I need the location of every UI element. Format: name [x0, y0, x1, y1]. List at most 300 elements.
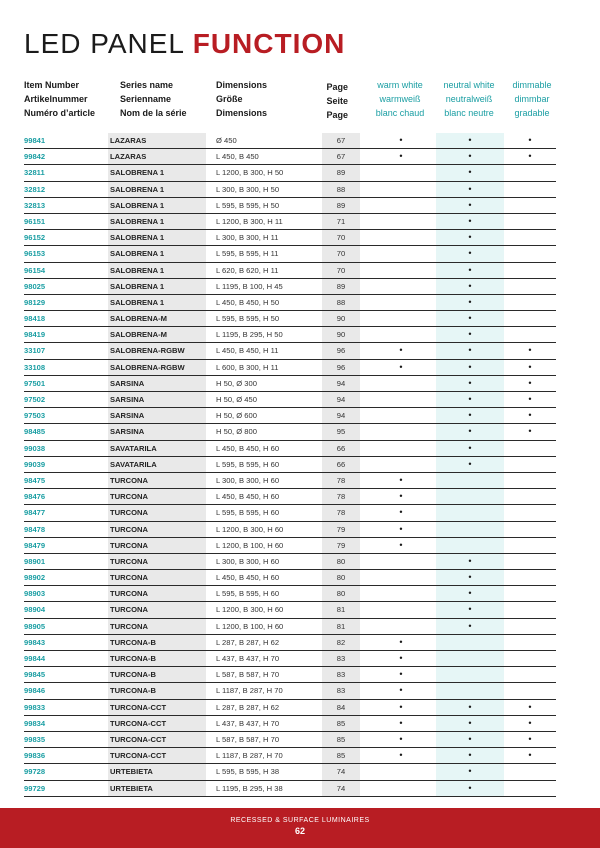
neutral-white-marker	[436, 651, 504, 666]
page-ref: 70	[322, 230, 360, 245]
page-ref: 94	[322, 392, 360, 407]
table-row	[24, 732, 556, 748]
header-series-de: Serienname	[120, 94, 172, 104]
warm-white-marker: •	[399, 491, 403, 502]
dimensions: L 300, B 300, H 11	[216, 233, 279, 243]
dimensions: L 450, B 450	[216, 152, 259, 162]
dimensions: L 287, B 287, H 62	[216, 637, 280, 647]
neutral-white-marker: •	[436, 360, 504, 375]
warm-white-marker	[366, 570, 436, 585]
warm-white-marker: •	[399, 361, 403, 372]
table-row	[24, 343, 556, 359]
header-warm-de: warmweiß	[379, 94, 421, 104]
dimmable-marker	[504, 602, 556, 617]
dimensions: L 587, B 587, H 70	[216, 670, 280, 680]
table-row	[24, 651, 556, 667]
page-ref: 66	[322, 457, 360, 472]
item-number: 99844	[24, 654, 46, 663]
table-row	[24, 165, 556, 181]
dimensions: L 450, B 450, H 60	[216, 492, 280, 502]
page-ref: 74	[322, 781, 360, 796]
dimmable-marker	[504, 441, 556, 456]
item-number: 32811	[24, 168, 45, 178]
table-row	[24, 586, 556, 602]
warm-white-marker	[366, 246, 436, 261]
warm-white-marker: •	[399, 474, 403, 485]
dimmable-marker: •	[528, 345, 532, 356]
neutral-white-marker	[436, 635, 504, 650]
table-row	[24, 538, 556, 554]
dimmable-marker	[504, 246, 556, 261]
table-row	[24, 473, 556, 489]
neutral-white-marker: •	[436, 457, 504, 472]
page-ref: 78	[322, 473, 360, 488]
dimensions: L 620, B 620, H 11	[216, 265, 279, 275]
series-name: TURCONA-CCT	[108, 700, 206, 715]
warm-white-marker	[366, 327, 436, 342]
neutral-white-marker: •	[436, 295, 504, 310]
header-series-en: Series name	[120, 80, 174, 90]
neutral-white-marker	[436, 505, 504, 520]
warm-white-marker: •	[399, 733, 403, 744]
item-number: 97501	[24, 378, 46, 388]
page-ref: 80	[322, 554, 360, 569]
dimensions: L 300, B 300, H 60	[216, 475, 280, 485]
page-ref: 78	[322, 489, 360, 504]
neutral-white-marker: •	[436, 311, 504, 326]
table-row	[24, 295, 556, 311]
item-number: 98904	[24, 605, 46, 615]
item-number: 98901	[24, 556, 46, 566]
table-row	[24, 505, 556, 521]
warm-white-marker: •	[399, 685, 403, 696]
header-page-fr: Page	[326, 110, 348, 120]
warm-white-marker	[366, 295, 436, 310]
item-number: 99728	[24, 767, 46, 777]
table-row	[24, 489, 556, 505]
series-name: TURCONA	[108, 554, 206, 569]
dimensions: L 1187, B 287, H 70	[216, 751, 283, 761]
dimensions: L 450, B 450, H 50	[216, 297, 280, 307]
warm-white-marker	[366, 619, 436, 634]
neutral-white-marker: •	[436, 586, 504, 601]
neutral-white-marker: •	[436, 781, 504, 796]
item-number: 98905	[24, 621, 46, 631]
item-number: 98418	[24, 314, 46, 324]
header-item-en: Item Number	[24, 80, 80, 90]
series-name: SALOBRENA-RGBW	[108, 360, 206, 375]
item-number: 99836	[24, 751, 46, 761]
page-title-part1: LED PANEL	[24, 28, 193, 59]
series-name: TURCONA-B	[108, 667, 206, 682]
warm-white-marker	[366, 376, 436, 391]
header-neutral-fr: blanc neutre	[444, 108, 494, 118]
neutral-white-marker	[436, 667, 504, 682]
neutral-white-marker: •	[436, 424, 504, 439]
neutral-white-marker: •	[436, 392, 504, 407]
dimmable-marker	[504, 764, 556, 779]
neutral-white-marker: •	[436, 279, 504, 294]
table-row	[24, 149, 556, 165]
neutral-white-marker: •	[436, 343, 504, 358]
series-name: SAVATARILA	[108, 457, 206, 472]
page-ref: 89	[322, 165, 360, 180]
item-number: 98129	[24, 297, 46, 307]
warm-white-marker	[366, 279, 436, 294]
dimmable-marker	[504, 505, 556, 520]
dimmable-marker	[504, 327, 556, 342]
item-number: 99833	[24, 702, 46, 712]
table-row	[24, 133, 556, 149]
series-name: SALOBRENA 1	[108, 198, 206, 213]
table-row	[24, 570, 556, 586]
neutral-white-marker: •	[436, 198, 504, 213]
page-ref: 89	[322, 198, 360, 213]
series-name: SAVATARILA	[108, 441, 206, 456]
dimensions: H 50, Ø 300	[216, 378, 257, 388]
dimmable-marker: •	[528, 426, 532, 437]
neutral-white-marker: •	[436, 764, 504, 779]
table-row	[24, 198, 556, 214]
dimmable-marker: •	[528, 733, 532, 744]
item-number: 32812	[24, 184, 46, 194]
dimmable-marker	[504, 781, 556, 796]
warm-white-marker: •	[399, 539, 403, 550]
page-ref: 82	[322, 635, 360, 650]
neutral-white-marker: •	[436, 408, 504, 423]
table-row	[24, 230, 556, 246]
table-row	[24, 311, 556, 327]
dimmable-marker	[504, 182, 556, 197]
header-page	[318, 80, 348, 122]
header-neutral-de: neutralweiß	[445, 94, 493, 104]
warm-white-marker: •	[399, 507, 403, 518]
dimensions: L 1200, B 300, H 50	[216, 168, 284, 178]
warm-white-marker: •	[399, 151, 403, 162]
header-dimensions	[216, 78, 267, 120]
series-name: TURCONA-B	[108, 683, 206, 698]
dimmable-marker	[504, 554, 556, 569]
item-number: 98477	[24, 508, 46, 518]
series-name: SALOBRENA 1	[108, 295, 206, 310]
neutral-white-marker: •	[436, 165, 504, 180]
warm-white-marker	[366, 198, 436, 213]
dimensions: L 587, B 587, H 70	[216, 734, 280, 744]
warm-white-marker	[366, 441, 436, 456]
dimmable-marker: •	[528, 701, 532, 712]
neutral-white-marker: •	[436, 570, 504, 585]
series-name: SARSINA	[108, 376, 206, 391]
warm-white-marker	[366, 392, 436, 407]
neutral-white-marker: •	[436, 716, 504, 731]
dimmable-marker	[504, 570, 556, 585]
page-ref: 84	[322, 700, 360, 715]
footer-page-number: 62	[294, 826, 305, 836]
series-name: SALOBRENA 1	[108, 214, 206, 229]
warm-white-marker	[366, 764, 436, 779]
neutral-white-marker	[436, 473, 504, 488]
item-number: 98903	[24, 589, 46, 599]
table-row	[24, 748, 556, 764]
item-number: 97503	[24, 411, 46, 421]
dimensions: L 300, B 300, H 60	[216, 556, 280, 566]
dimensions: L 595, B 595, H 60	[216, 589, 280, 599]
dimmable-marker: •	[528, 377, 532, 388]
dimmable-marker: •	[528, 750, 532, 761]
series-name: TURCONA-CCT	[108, 748, 206, 763]
series-name: TURCONA	[108, 489, 206, 504]
item-number: 99841	[24, 136, 46, 145]
page-ref: 78	[322, 505, 360, 520]
header-warm-fr: blanc chaud	[375, 108, 425, 118]
item-number: 97502	[24, 395, 46, 404]
neutral-white-marker: •	[436, 376, 504, 391]
neutral-white-marker: •	[436, 133, 504, 148]
series-name: SARSINA	[108, 424, 206, 439]
series-name: TURCONA-B	[108, 635, 206, 650]
dimensions: L 1200, B 300, H 11	[216, 216, 283, 226]
warm-white-marker: •	[399, 750, 403, 761]
page-ref: 88	[322, 295, 360, 310]
item-number: 99038	[24, 443, 46, 453]
page-ref: 80	[322, 570, 360, 585]
dimmable-marker: •	[528, 151, 532, 162]
dimensions: L 595, B 595, H 38	[216, 767, 280, 777]
header-page-en: Page	[326, 82, 348, 92]
page-ref: 74	[322, 764, 360, 779]
table-row	[24, 764, 556, 780]
series-name: SALOBRENA-RGBW	[108, 343, 206, 358]
table-row	[24, 635, 556, 651]
item-number: 32813	[24, 200, 46, 210]
dimensions: Ø 450	[216, 136, 237, 145]
neutral-white-marker: •	[436, 214, 504, 229]
neutral-white-marker: •	[436, 149, 504, 164]
header-page-de: Seite	[326, 96, 348, 106]
series-name: SALOBRENA-M	[108, 311, 206, 326]
table-row	[24, 683, 556, 699]
item-number: 96153	[24, 249, 46, 259]
item-number: 99846	[24, 686, 46, 696]
dimensions: L 1195, B 295, H 50	[216, 330, 283, 340]
page-ref: 83	[322, 667, 360, 682]
dimensions: H 50, Ø 600	[216, 411, 257, 421]
dimensions: L 450, B 450, H 11	[216, 346, 279, 356]
dimmable-marker	[504, 214, 556, 229]
warm-white-marker: •	[399, 669, 403, 680]
table-row	[24, 392, 556, 408]
series-name: SALOBRENA-M	[108, 327, 206, 342]
dimensions: L 1200, B 100, H 60	[216, 540, 284, 550]
table-row	[24, 554, 556, 570]
warm-white-marker	[366, 165, 436, 180]
header-neutral-white	[434, 78, 504, 120]
footer-section-title: RECESSED & SURFACE LUMINAIRES	[230, 817, 370, 824]
page-ref: 70	[322, 263, 360, 278]
table-row	[24, 602, 556, 618]
warm-white-marker	[366, 311, 436, 326]
warm-white-marker	[366, 554, 436, 569]
page-title-part2: FUNCTION	[192, 28, 346, 59]
header-series-fr: Nom de la série	[120, 108, 187, 118]
item-number: 96154	[24, 265, 46, 275]
warm-white-marker	[366, 408, 436, 423]
neutral-white-marker	[436, 683, 504, 698]
dimmable-marker: •	[528, 394, 532, 404]
dimmable-marker	[504, 651, 556, 666]
item-number: 99843	[24, 637, 46, 647]
dimmable-marker	[504, 683, 556, 698]
table-row	[24, 424, 556, 440]
neutral-white-marker: •	[436, 230, 504, 245]
dimmable-marker: •	[528, 135, 532, 145]
dimensions: L 595, B 595, H 60	[216, 508, 280, 518]
header-series	[120, 78, 187, 120]
table-row	[24, 263, 556, 279]
dimmable-marker	[504, 667, 556, 682]
dimmable-marker	[504, 165, 556, 180]
dimmable-marker	[504, 457, 556, 472]
header-dimensions-de: Größe	[216, 94, 243, 104]
series-name: URTEBIETA	[108, 764, 206, 779]
dimmable-marker	[504, 635, 556, 650]
item-number: 98475	[24, 475, 46, 485]
dimensions: H 50, Ø 800	[216, 427, 257, 437]
dimensions: L 1200, B 300, H 60	[216, 524, 284, 534]
item-number: 99729	[24, 783, 46, 793]
header-dimmable-fr: gradable	[514, 108, 550, 118]
series-name: TURCONA	[108, 505, 206, 520]
item-number: 99842	[24, 152, 46, 162]
dimmable-marker: •	[528, 361, 532, 372]
table-row	[24, 716, 556, 732]
warm-white-marker: •	[399, 653, 403, 663]
warm-white-marker	[366, 602, 436, 617]
dimmable-marker	[504, 230, 556, 245]
warm-white-marker	[366, 424, 436, 439]
warm-white-marker: •	[399, 345, 403, 356]
table-row	[24, 246, 556, 262]
table-row	[24, 700, 556, 716]
page-ref: 67	[322, 133, 360, 148]
series-name: TURCONA-CCT	[108, 716, 206, 731]
dimensions: L 300, B 300, H 50	[216, 184, 280, 194]
warm-white-marker	[366, 182, 436, 197]
page-ref: 94	[322, 408, 360, 423]
dimmable-marker	[504, 311, 556, 326]
dimmable-marker	[504, 489, 556, 504]
series-name: TURCONA	[108, 522, 206, 537]
series-name: SALOBRENA 1	[108, 165, 206, 180]
dimensions: L 595, B 595, H 50	[216, 314, 280, 324]
series-name: TURCONA	[108, 602, 206, 617]
item-number: 33108	[24, 362, 46, 372]
dimmable-marker: •	[528, 717, 532, 728]
series-name: SALOBRENA 1	[108, 279, 206, 294]
neutral-white-marker	[436, 538, 504, 553]
header-warm-white	[365, 78, 435, 120]
table-row	[24, 182, 556, 198]
page-ref: 81	[322, 619, 360, 634]
neutral-white-marker: •	[436, 732, 504, 747]
series-name: TURCONA-B	[108, 651, 206, 666]
header-dimensions-fr: Dimensions	[216, 108, 268, 118]
item-number: 99835	[24, 734, 46, 744]
page-ref: 71	[322, 214, 360, 229]
table-row	[24, 619, 556, 635]
page-ref: 90	[322, 311, 360, 326]
page-ref: 80	[322, 586, 360, 601]
dimensions: L 595, B 595, H 11	[216, 249, 279, 259]
warm-white-marker	[366, 214, 436, 229]
page-ref: 67	[322, 149, 360, 164]
header-item-de: Artikelnummer	[24, 94, 88, 104]
dimensions: L 1195, B 100, H 45	[216, 281, 283, 291]
series-name: TURCONA	[108, 570, 206, 585]
dimensions: L 437, B 437, H 70	[216, 654, 280, 663]
series-name: TURCONA	[108, 586, 206, 601]
item-number: 98485	[24, 427, 46, 437]
item-number: 99834	[24, 718, 46, 728]
page-footer	[0, 808, 600, 848]
neutral-white-marker	[436, 522, 504, 537]
series-name: SALOBRENA 1	[108, 263, 206, 278]
table-row	[24, 376, 556, 392]
dimmable-marker	[504, 538, 556, 553]
page-ref: 95	[322, 424, 360, 439]
header-item-fr: Numéro d’article	[24, 108, 96, 118]
item-number: 98419	[24, 330, 46, 340]
table-row	[24, 408, 556, 424]
header-warm-en: warm white	[377, 80, 423, 90]
table-row	[24, 522, 556, 538]
page-ref: 83	[322, 683, 360, 698]
page-title	[24, 26, 345, 62]
table-row	[24, 327, 556, 343]
dimmable-marker	[504, 586, 556, 601]
page-ref: 79	[322, 522, 360, 537]
item-number: 98902	[24, 573, 46, 583]
dimensions: L 600, B 300, H 11	[216, 362, 279, 372]
item-number: 98476	[24, 492, 46, 502]
series-name: LAZARAS	[108, 133, 206, 148]
item-number: 98478	[24, 524, 46, 534]
header-dimmable-de: dimmbar	[514, 94, 550, 104]
page-ref: 96	[322, 360, 360, 375]
header-neutral-en: neutral white	[443, 80, 495, 90]
page-ref: 81	[322, 602, 360, 617]
series-name: TURCONA	[108, 538, 206, 553]
page-ref: 79	[322, 538, 360, 553]
dimensions: L 1187, B 287, H 70	[216, 686, 283, 696]
warm-white-marker: •	[399, 717, 403, 728]
neutral-white-marker: •	[436, 246, 504, 261]
header-dimmable-en: dimmable	[512, 80, 552, 90]
series-name: SALOBRENA 1	[108, 230, 206, 245]
dimensions: L 595, B 595, H 50	[216, 200, 280, 210]
dimensions: L 1200, B 100, H 60	[216, 621, 284, 631]
dimmable-marker	[504, 619, 556, 634]
series-name: LAZARAS	[108, 149, 206, 164]
dimensions: H 50, Ø 450	[216, 395, 257, 404]
neutral-white-marker: •	[436, 554, 504, 569]
table-row	[24, 781, 556, 797]
series-name: SALOBRENA 1	[108, 246, 206, 261]
product-table	[24, 133, 556, 797]
item-number: 99845	[24, 670, 46, 680]
page-ref: 90	[322, 327, 360, 342]
neutral-white-marker: •	[436, 441, 504, 456]
